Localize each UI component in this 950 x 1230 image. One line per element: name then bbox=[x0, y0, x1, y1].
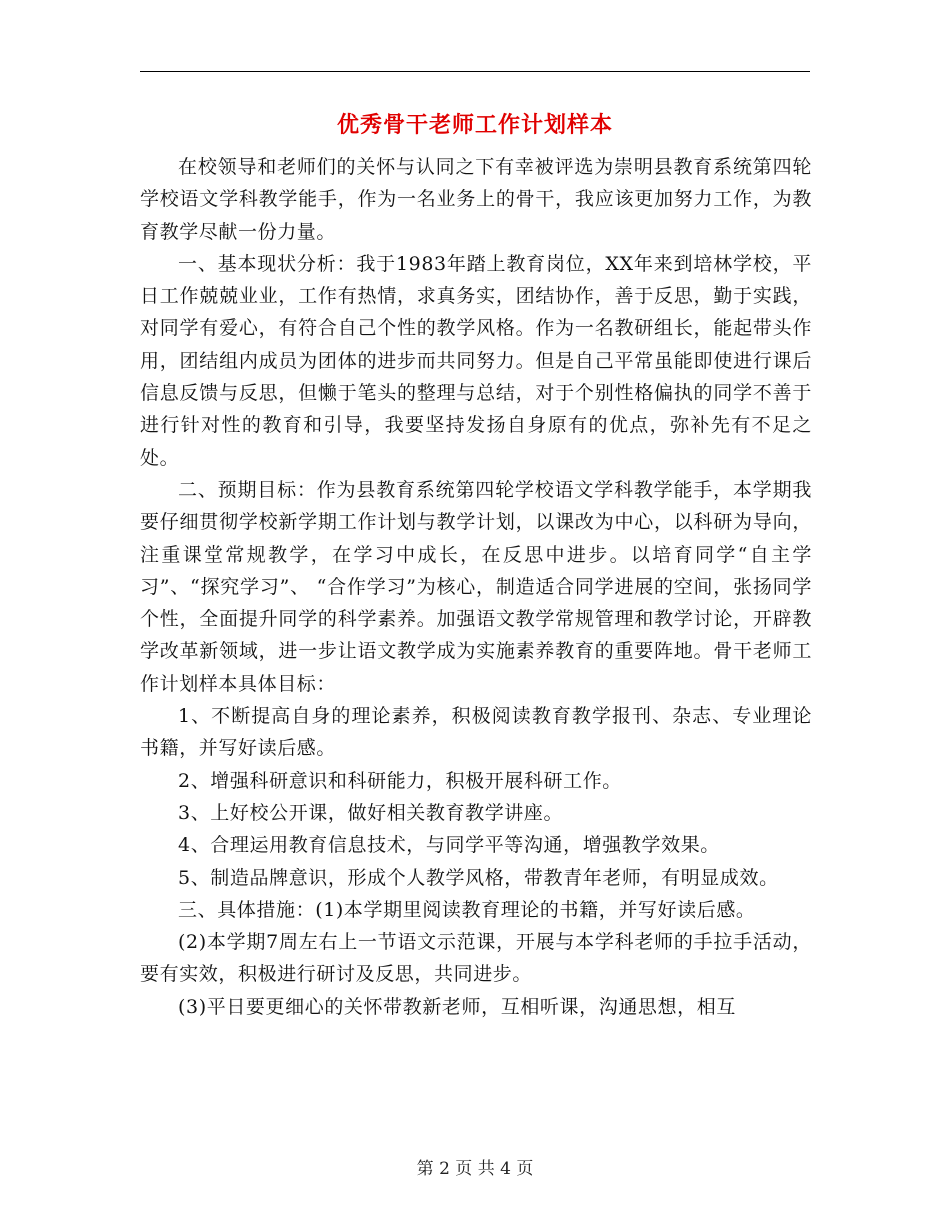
goal-item-1: 1、不断提高自身的理论素养，积极阅读教育教学报刊、杂志、专业理论书籍，并写好读后感。 bbox=[140, 705, 812, 760]
measure-item-3: (3)平日要更细心的关怀带教新老师，互相听课，沟通思想，相互 bbox=[178, 995, 736, 1018]
goal-item-2: 2、增强科研意识和科研能力，积极开展科研工作。 bbox=[178, 769, 622, 792]
goal-item-5: 5、制造品牌意识，形成个人教学风格，带教青年老师，有明显成效。 bbox=[178, 866, 779, 889]
page-footer: 第 2 页 共 4 页 bbox=[416, 1159, 534, 1179]
section-measures-paragraph: 三、具体措施：(1)本学期里阅读教育理论的书籍，并写好读后感。 bbox=[178, 898, 756, 921]
section-basic-status-paragraph: 一、基本现状分析：我于1983年踏上教育岗位，XX年来到培林学校，平日工作兢兢业业，工作有热情，求真务实，团结协作，善于反思，勤于实践，对同学有爱心，有符合自己个性的教学风格。作为一名教研组长，能起带头作用，团结组内成员为团体的进步而共同努力。但是自己平常虽能即使进行课后信息反馈与反思，但懒于笔头的整理与总结，对于个别性格偏执的同学不善于进行针对性的教育和引导，我要坚持发扬自身原有的优点，弥补先有不足之处。 bbox=[140, 252, 812, 469]
section-expected-goals-paragraph: 二、预期目标：作为县教育系统第四轮学校语文学科教学能手，本学期我要仔细贯彻学校新学期工作计划与教学计划，以课改为中心，以科研为导向，注重课堂常规教学，在学习中成长，在反思中进步。以培育同学“自主学习”、“探究学习”、 “合作学习”为核心，制造适合同学进展的空间，张扬同学个性，全面提升同学的科学素养。加强语文教学常规管理和教学讨论，开辟教学改革新领域，进一步让语文教学成为实施素养教育的重要阵地。骨干老师工作计划样本具体目标： bbox=[140, 478, 812, 695]
intro-paragraph: 在校领导和老师们的关怀与认同之下有幸被评选为崇明县教育系统第四轮学校语文学科教学能手，作为一名业务上的骨干，我应该更加努力工作，为教育教学尽献一份力量。 bbox=[140, 156, 812, 243]
goal-item-3: 3、上好校公开课，做好相关教育教学讲座。 bbox=[178, 801, 564, 824]
measure-item-2: (2)本学期7周左右上一节语文示范课，开展与本学科老师的手拉手活动，要有实效，积极进行研讨及反思，共同进步。 bbox=[140, 931, 812, 986]
document-body bbox=[140, 151, 812, 1023]
document-title: 优秀骨干老师工作计划样本 bbox=[336, 113, 613, 138]
header-rule bbox=[140, 71, 810, 72]
goal-item-4: 4、合理运用教育信息技术，与同学平等沟通，增强教学效果。 bbox=[178, 834, 720, 857]
